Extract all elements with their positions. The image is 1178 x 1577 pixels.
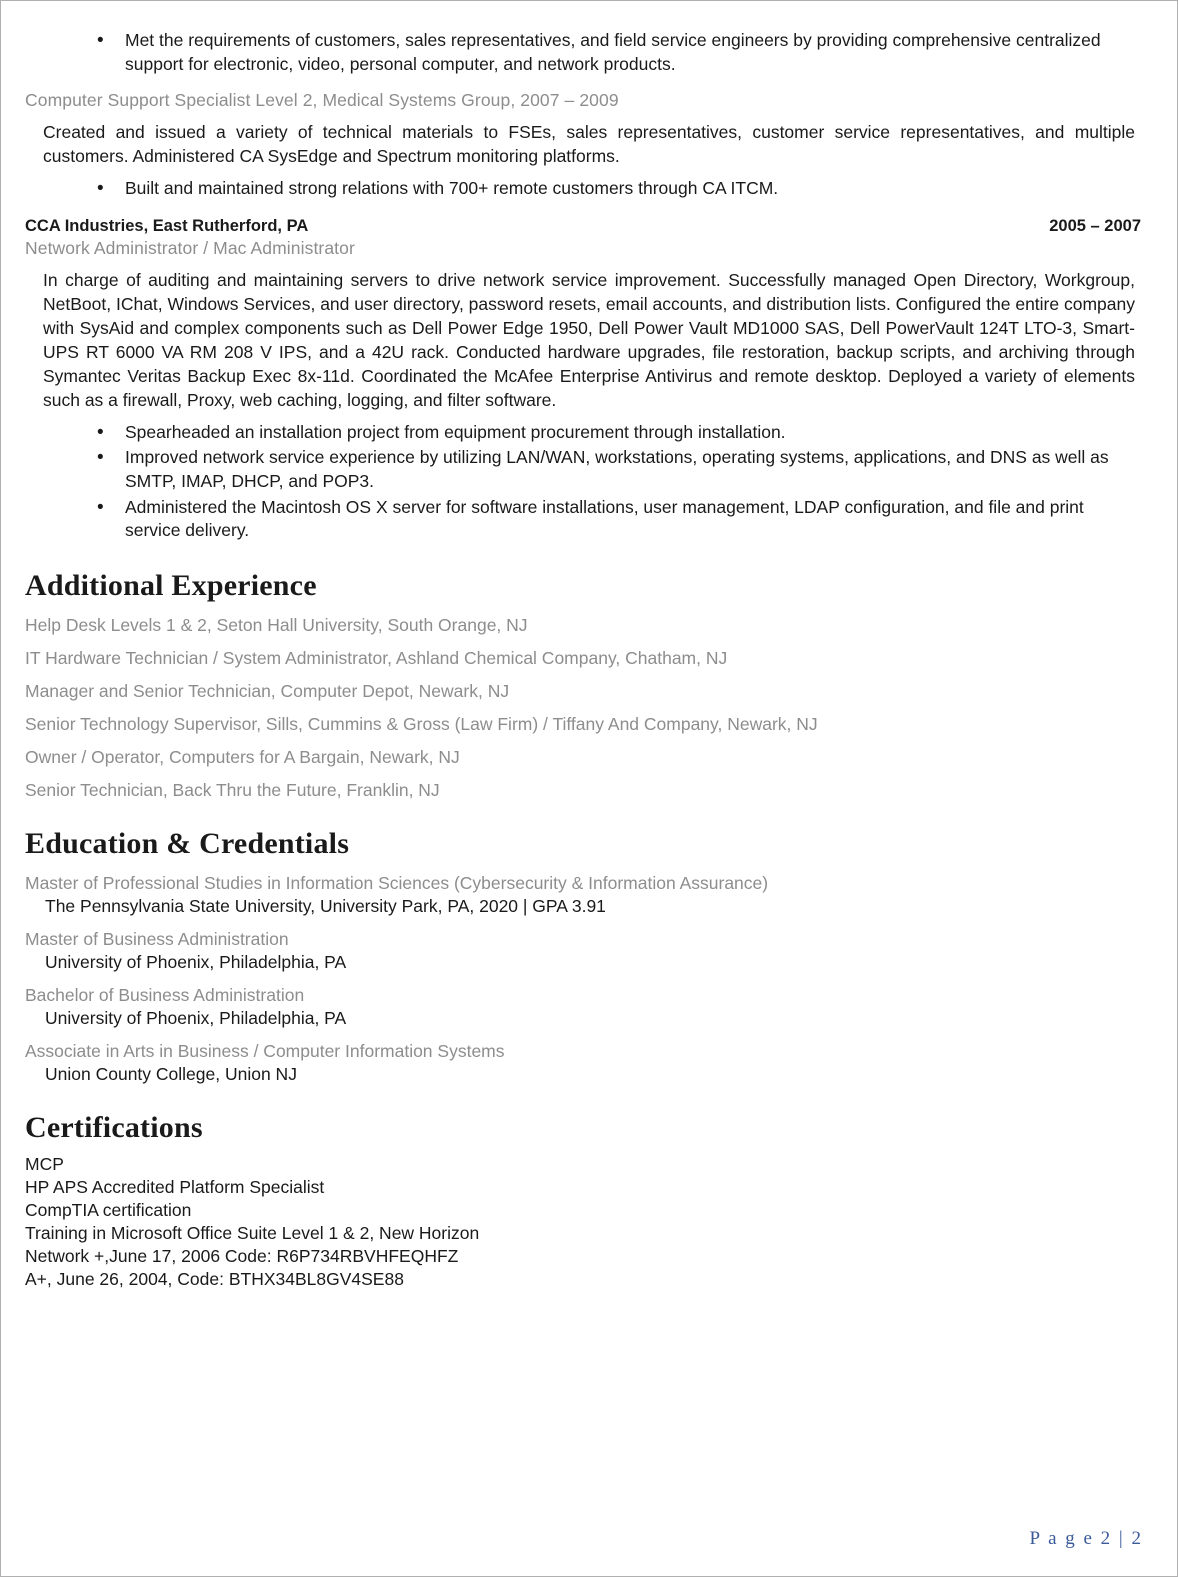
list-item: Senior Technician, Back Thru the Future, Franklin, NJ <box>25 779 440 800</box>
section-heading-additional-experience: Additional Experience <box>25 568 317 602</box>
education-degree: Master of Professional Studies in Information Sciences (Cybersecurity & Information Assurance) <box>25 872 769 893</box>
education-entry <box>25 929 1141 973</box>
job-paragraph-medical-systems: Created and issued a variety of technical materials to FSEs, sales representatives, customer service representatives, and multiple customers. Administered CA SysEdge and Spectrum monitoring platforms. <box>43 122 1135 167</box>
education-degree: Associate in Arts in Business / Computer Information Systems <box>25 1040 505 1061</box>
list-item: Manager and Senior Technician, Computer Depot, Newark, NJ <box>25 680 510 701</box>
education-school: The Pennsylvania State University, University Park, PA, 2020 | GPA 3.91 <box>45 895 606 916</box>
education-degree: Bachelor of Business Administration <box>25 984 305 1005</box>
list-item: Training in Microsoft Office Suite Level 1 & 2, New Horizon <box>25 1223 480 1244</box>
education-entry <box>25 873 1141 917</box>
education-school: University of Phoenix, Philadelphia, PA <box>45 1007 347 1028</box>
certifications-list <box>25 1153 1141 1292</box>
top-bullet-list <box>25 29 1141 76</box>
additional-experience-list <box>25 615 1141 801</box>
list-item: Help Desk Levels 1 & 2, Seton Hall University, South Orange, NJ <box>25 614 528 635</box>
education-school: Union County College, Union NJ <box>45 1063 297 1084</box>
list-item: • Built and maintained strong relations with 700+ remote customers through CA ITCM. <box>89 177 1141 201</box>
job-title-cca: Network Administrator / Mac Administrator <box>25 237 355 258</box>
cca-bullet-list <box>25 421 1141 543</box>
section-heading-education: Education & Credentials <box>25 826 350 860</box>
list-item: MCP <box>25 1153 64 1174</box>
list-item: Owner / Operator, Computers for A Bargain, Newark, NJ <box>25 746 460 767</box>
list-item: • Spearheaded an installation project from equipment procurement through installation. <box>89 421 1141 445</box>
education-degree: Master of Business Administration <box>25 928 289 949</box>
list-item: CompTIA certification <box>25 1199 192 1220</box>
page-footer: P a g e 2 | 2 <box>1029 1528 1143 1549</box>
job-paragraph-cca: In charge of auditing and maintaining servers to drive network service improvement. Successfully managed Open Directory, Workgroup, NetBoot, IChat, Windows Services, and user directory, password resets, email accounts, and distribution lists. Configured the entire company with SysAid and complex components such as Dell Power Edge 1950, Dell Power Vault MD1000 SAS, Dell PowerVault 124T LTO-3, Smart-UPS RT 6000 VA RM 208 V IPS, and a 42U rack. Conducted hardware upgrades, file restoration, backup scripts, and archiving through Symantec Veritas Backup Exec 8x-11d. Coordinated the McAfee Enterprise Antivirus and remote desktop. Deployed a variety of elements such as a firewall, Proxy, web caching, logging, and filter software. <box>43 269 1135 410</box>
section-heading-certifications: Certifications <box>25 1110 203 1144</box>
company-header-cca <box>25 217 1141 236</box>
medical-systems-bullet-list <box>25 177 1141 201</box>
company-dates: 2005 – 2007 <box>1049 216 1141 235</box>
list-item: • Administered the Macintosh OS X server for software installations, user management, LDAP configuration, and file and print service delivery. <box>89 496 1141 543</box>
list-item: HP APS Accredited Platform Specialist <box>25 1176 325 1197</box>
company-name: CCA Industries, East Rutherford, PA <box>25 216 309 235</box>
list-item: A+, June 26, 2004, Code: BTHX34BL8GV4SE88 <box>25 1269 404 1290</box>
list-item: Senior Technology Supervisor, Sills, Cummins & Gross (Law Firm) / Tiffany And Company, Newark, NJ <box>25 713 818 734</box>
education-school: University of Phoenix, Philadelphia, PA <box>45 951 347 972</box>
job-title-medical-systems: Computer Support Specialist Level 2, Medical Systems Group, 2007 – 2009 <box>25 90 619 111</box>
list-item: IT Hardware Technician / System Administrator, Ashland Chemical Company, Chatham, NJ <box>25 647 728 668</box>
education-entry <box>25 1041 1141 1085</box>
page-content <box>1 1 1177 1291</box>
list-item: • Met the requirements of customers, sales representatives, and field service engineers by providing comprehensive centralized support for electronic, video, personal computer, and network products. <box>89 29 1141 76</box>
education-entry <box>25 985 1141 1029</box>
education-list <box>25 873 1141 1085</box>
list-item: • Improved network service experience by utilizing LAN/WAN, workstations, operating systems, applications, and DNS as well as SMTP, IMAP, DHCP, and POP3. <box>89 446 1141 493</box>
list-item: Network +,June 17, 2006 Code: R6P734RBVHFEQHFZ <box>25 1246 459 1267</box>
